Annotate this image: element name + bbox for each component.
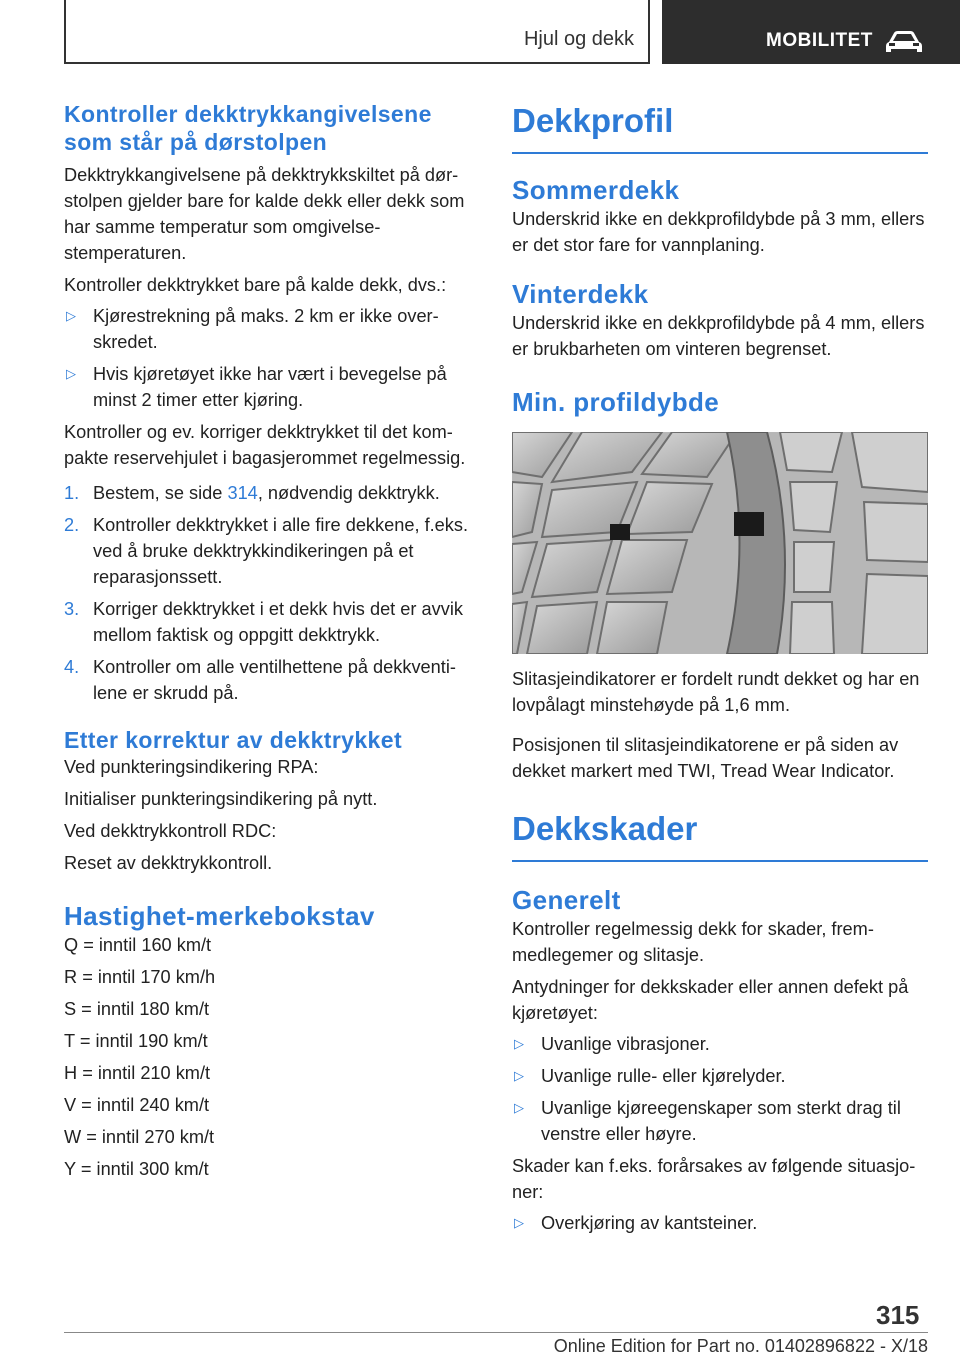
heading-tread-profile: Dekkprofil	[512, 100, 928, 154]
list-item: ▷ Uvanlige rulle- eller kjørelyder.	[512, 1063, 928, 1089]
speed-line: Q = inntil 160 km/t	[64, 935, 212, 955]
paragraph: Skader kan f.eks. forårsakes av følgende situasjoner:	[512, 1156, 916, 1202]
heading-min-tread-depth: Min. profildybde	[512, 387, 720, 417]
heading-winter-tyres: Vinterdekk	[512, 279, 649, 309]
speed-line: Y = inntil 300 km/t	[64, 1159, 209, 1179]
speed-line: V = inntil 240 km/t	[64, 1095, 210, 1115]
page-link-314[interactable]: 314	[227, 483, 258, 503]
heading-speed-letter: Hastighet-merkebokstav	[64, 901, 375, 931]
triangle-bullet-icon: ▷	[514, 1100, 524, 1115]
text-line: Ved dekktrykkontroll RDC:	[64, 821, 277, 841]
chapter-tab	[662, 0, 960, 64]
heading-after-correction: Etter korrektur av dekktrykket	[64, 727, 402, 753]
list-item: ▷ Kjørestrekning på maks. 2 km er ikke overskredet.	[64, 303, 484, 355]
triangle-bullet-icon: ▷	[66, 308, 76, 323]
step-item: 1. Bestem, se side 314, nødvendig dekktrykk.	[64, 483, 440, 503]
triangle-bullet-icon: ▷	[514, 1036, 524, 1051]
edition-footer: Online Edition for Part no. 01402896822 - X/18	[553, 1336, 928, 1356]
list-item: ▷ Overkjøring av kantsteiner.	[512, 1210, 928, 1236]
paragraph: Underskrid ikke en dekkprofildybde på 4 mm, ellers er brukbarheten om vinteren begrenset.	[512, 313, 925, 359]
cold-tyre-list	[64, 303, 484, 413]
paragraph: Kontroller dekktrykket bare på kalde dekk, dvs.:	[64, 275, 447, 295]
left-column	[64, 100, 484, 1182]
triangle-bullet-icon: ▷	[514, 1068, 524, 1083]
heading-check-door-pillar: Kontroller dekktrykkangivelsene som står på dørstolpen	[64, 101, 432, 155]
text-line: Ved punkteringsindikering RPA:	[64, 757, 319, 777]
step-item: 3. Korriger dekktrykket i et dekk hvis det er avvik mellom faktisk og oppgitt dekktrykk.	[64, 599, 463, 645]
text-line: Reset av dekktrykkontroll.	[64, 853, 273, 873]
paragraph: Underskrid ikke en dekkprofildybde på 3 mm, ellers er det stor fare for vannplaning.	[512, 209, 925, 255]
step-item: 2. Kontroller dekktrykket i alle fire dekkene, f.eks. ved å bruke dekktrykkindikeringen på et reparasjonssett.	[64, 515, 469, 587]
section-title: Hjul og dekk	[523, 28, 634, 50]
speed-line: W = inntil 270 km/t	[64, 1127, 215, 1147]
running-header	[64, 0, 650, 64]
footer-divider	[64, 1332, 928, 1333]
damage-causes-list	[512, 1210, 928, 1236]
triangle-bullet-icon: ▷	[66, 366, 76, 381]
chapter-label: MOBILITET	[766, 30, 873, 51]
paragraph: Dekktrykkangivelsene på dekktrykkskiltet på dørstolpen gjelder bare for kalde dekk eller dekk som har samme temperatur som omgivelsestemperaturen.	[64, 165, 465, 263]
speed-line: S = inntil 180 km/t	[64, 999, 210, 1019]
photo-caption: Slitasjeindikatorer er fordelt rundt dekket og har en lovpålagt minstehøyde på 1,6 mm.	[512, 669, 920, 715]
page-number: 315	[876, 1300, 920, 1330]
heading-general: Generelt	[512, 885, 621, 915]
text-line: Initialiser punkteringsindikering på nytt.	[64, 789, 378, 809]
step-item: 4. Kontroller om alle ventilhettene på dekkventilene er skrudd på.	[64, 657, 456, 703]
damage-signs-list	[512, 1031, 928, 1147]
list-item: ▷ Uvanlige kjøreegenskaper som sterkt drag til venstre eller høyre.	[512, 1095, 928, 1147]
right-column	[512, 100, 928, 1242]
paragraph: Posisjonen til slitasjeindikatorene er på siden av dekket markert med TWI, Tread Wear Indicator.	[512, 735, 899, 781]
tread-wear-indicator-photo	[512, 432, 928, 654]
speed-line: R = inntil 170 km/h	[64, 967, 216, 987]
heading-summer-tyres: Sommerdekk	[512, 175, 680, 205]
paragraph: Kontroller regelmessig dekk for skader, fremmedlegemer og slitasje.	[512, 919, 874, 965]
wear-indicator-block	[734, 512, 764, 536]
list-item: ▷ Hvis kjøretøyet ikke har vært i bevegelse på minst 2 timer etter kjøring.	[64, 361, 484, 413]
paragraph: Antydninger for dekkskader eller annen defekt på kjøretøyet:	[512, 977, 909, 1023]
speed-line: H = inntil 210 km/t	[64, 1063, 211, 1083]
heading-tyre-damage: Dekkskader	[512, 808, 928, 862]
paragraph: Kontroller og ev. korriger dekktrykket til det kompakte reservehjulet i bagasjerommet regelmessig.	[64, 422, 466, 468]
pressure-steps	[64, 480, 484, 706]
list-item: ▷ Uvanlige vibrasjoner.	[512, 1031, 928, 1057]
car-icon	[884, 28, 924, 56]
speed-line: T = inntil 190 km/t	[64, 1031, 208, 1051]
triangle-bullet-icon: ▷	[514, 1215, 524, 1230]
wear-indicator-block	[610, 524, 630, 540]
